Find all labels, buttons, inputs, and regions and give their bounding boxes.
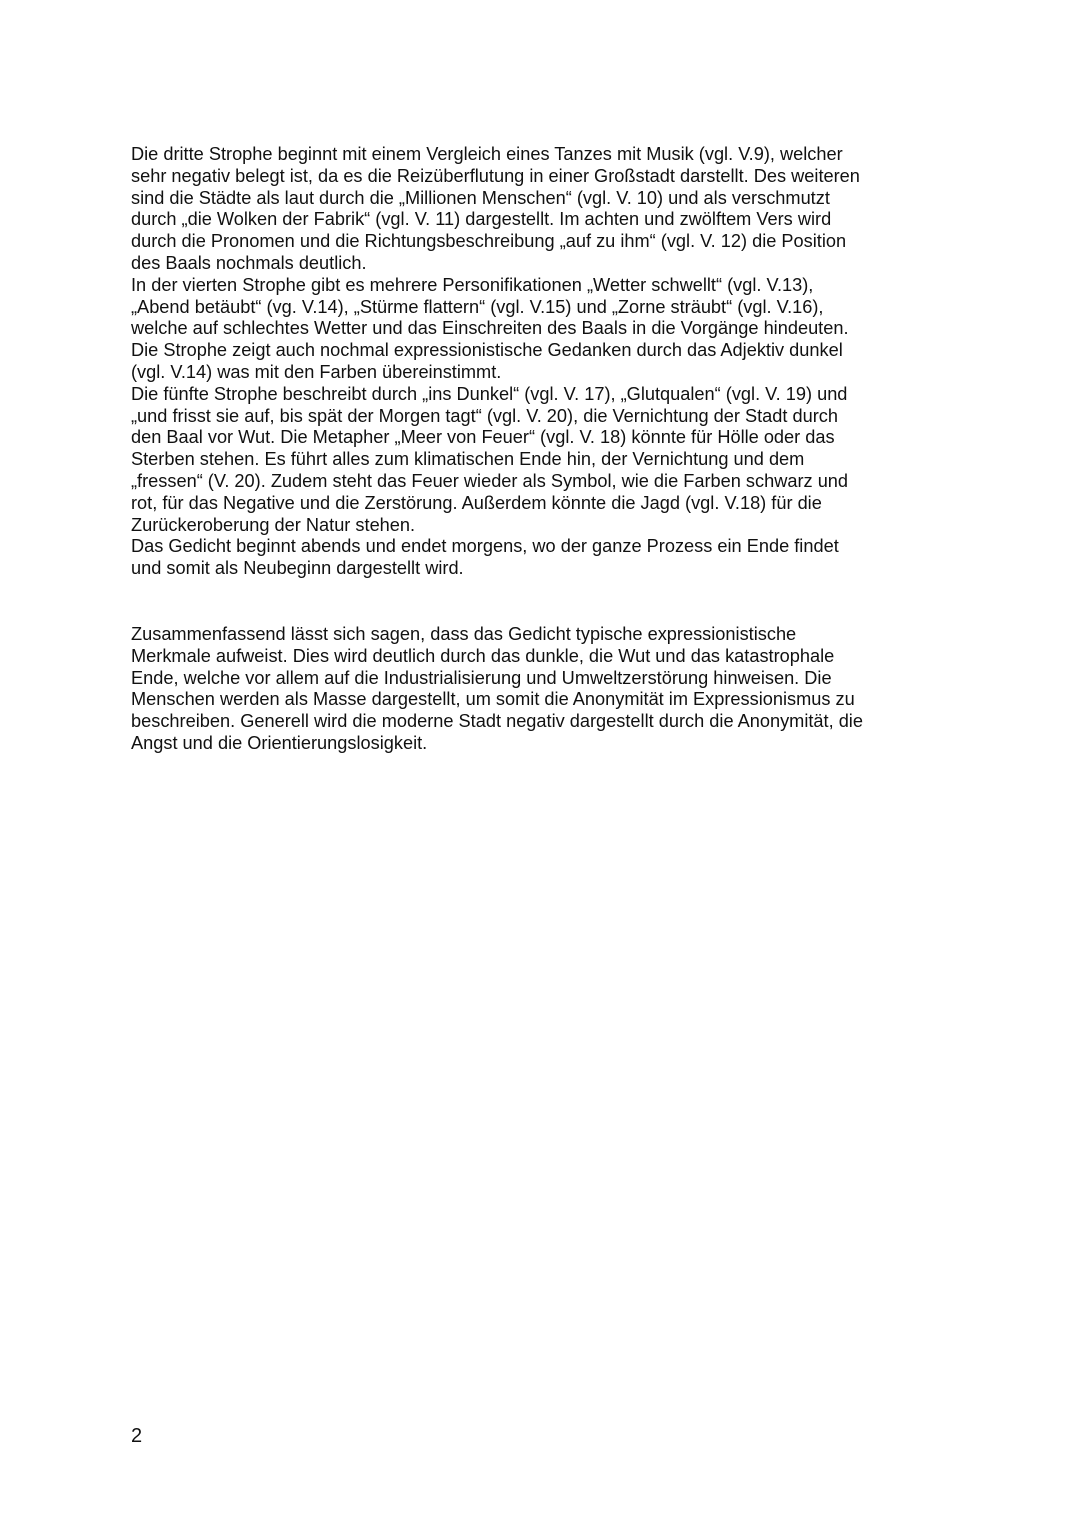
text-line: Das Gedicht beginnt abends und endet morgens, wo der ganze Prozess ein Ende findet bbox=[131, 536, 839, 557]
text-line: Angst und die Orientierungslosigkeit. bbox=[131, 732, 428, 753]
paragraph-spacer bbox=[131, 580, 961, 624]
text-line: durch „die Wolken der Fabrik“ (vgl. V. 11) dargestellt. Im achten und zwölftem Vers wird bbox=[131, 209, 832, 230]
page-number: 2 bbox=[131, 1425, 143, 1447]
text-line: (vgl. V.14) was mit den Farben übereinstimmt. bbox=[131, 361, 502, 382]
text-line: welche auf schlechtes Wetter und das Einschreiten des Baals in die Vorgänge hindeuten. bbox=[131, 318, 849, 339]
text-line: und somit als Neubeginn dargestellt wird. bbox=[131, 558, 464, 579]
text-line: den Baal vor Wut. Die Metapher „Meer von Feuer“ (vgl. V. 18) könnte für Hölle oder das bbox=[131, 427, 835, 448]
text-line: In der vierten Strophe gibt es mehrere Personifikationen „Wetter schwellt“ (vgl. V.13), bbox=[131, 274, 814, 295]
text-line: Zurückeroberung der Natur stehen. bbox=[131, 514, 416, 535]
text-line: Menschen werden als Masse dargestellt, um somit die Anonymität im Expressionismus zu bbox=[131, 689, 855, 710]
text-line: sind die Städte als laut durch die „Millionen Menschen“ (vgl. V. 10) und als verschmutzt bbox=[131, 187, 830, 208]
text-line: „fressen“ (V. 20). Zudem steht das Feuer wieder als Symbol, wie die Farben schwarz und bbox=[131, 470, 849, 491]
text-line: Ende, welche vor allem auf die Industrialisierung und Umweltzerstörung hinweisen. Die bbox=[131, 667, 832, 688]
text-line: Die fünfte Strophe beschreibt durch „ins Dunkel“ (vgl. V. 17), „Glutqualen“ (vgl. V. 19) und bbox=[131, 383, 848, 404]
text-line: Zusammenfassend lässt sich sagen, dass das Gedicht typische expressionistische bbox=[131, 623, 797, 644]
analysis-paragraphs bbox=[131, 144, 961, 580]
text-line: rot, für das Negative und die Zerstörung. Außerdem könnte die Jagd (vgl. V.18) für die bbox=[131, 492, 822, 513]
text-line: Die Strophe zeigt auch nochmal expressionistische Gedanken durch das Adjektiv dunkel bbox=[131, 340, 843, 361]
text-line: Merkmale aufweist. Dies wird deutlich durch das dunkle, die Wut und das katastrophale bbox=[131, 645, 835, 666]
text-line: „und frisst sie auf, bis spät der Morgen tagt“ (vgl. V. 20), die Vernichtung der Stadt durch bbox=[131, 405, 838, 426]
text-line: sehr negativ belegt ist, da es die Reizüberflutung in einer Großstadt darstellt. Des weiteren bbox=[131, 165, 860, 186]
document-body bbox=[131, 144, 961, 755]
conclusion-paragraph bbox=[131, 624, 961, 755]
text-line: durch die Pronomen und die Richtungsbeschreibung „auf zu ihm“ (vgl. V. 12) die Position bbox=[131, 231, 847, 252]
text-line: des Baals nochmals deutlich. bbox=[131, 252, 367, 273]
text-line: beschreiben. Generell wird die moderne Stadt negativ dargestellt durch die Anonymität, die bbox=[131, 711, 863, 732]
text-line: Sterben stehen. Es führt alles zum klimatischen Ende hin, der Vernichtung und dem bbox=[131, 449, 805, 470]
text-line: „Abend betäubt“ (vg. V.14), „Stürme flattern“ (vgl. V.15) und „Zorne sträubt“ (vgl. V.16), bbox=[131, 296, 824, 317]
text-line: Die dritte Strophe beginnt mit einem Vergleich eines Tanzes mit Musik (vgl. V.9), welcher bbox=[131, 144, 843, 164]
